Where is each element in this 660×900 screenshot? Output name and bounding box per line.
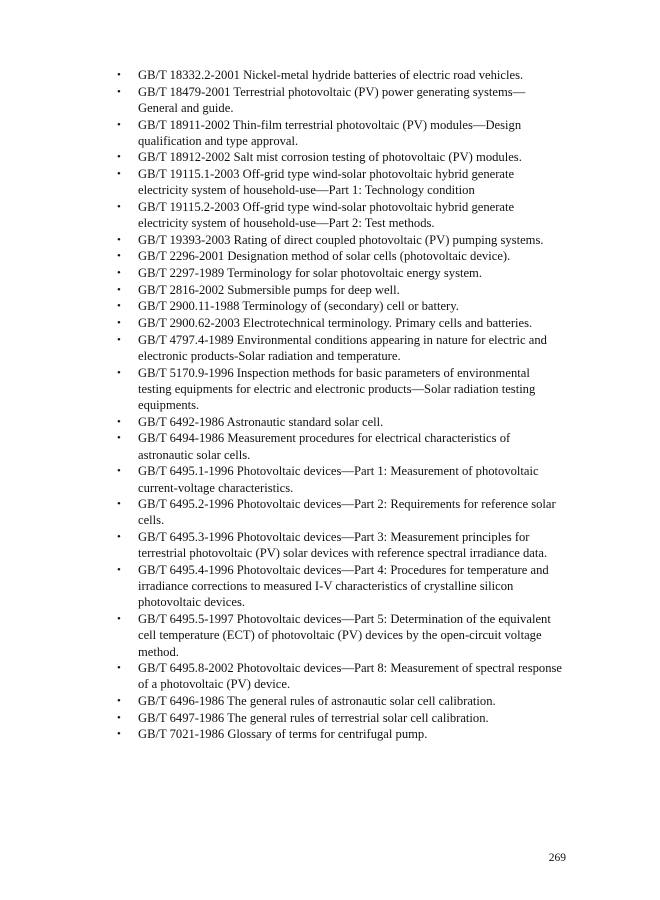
standard-entry-text: GB/T 19115.2-2003 Off-grid type wind-solar photovoltaic hybrid generate electricity system of household-use—Part 2: Test methods. <box>138 199 515 231</box>
bullet-icon: • <box>117 613 121 626</box>
list-item <box>117 149 565 165</box>
list-item <box>117 332 565 365</box>
list-item <box>117 365 565 414</box>
list-item <box>117 298 565 314</box>
bullet-icon: • <box>117 283 121 296</box>
standard-entry-text: GB/T 7021-1986 Glossary of terms for centrifugal pump. <box>138 727 428 742</box>
list-item <box>117 726 565 742</box>
standard-entry-text: GB/T 6495.5-1997 Photovoltaic devices—Part 5: Determination of the equivalent cell temperature (ECT) of photovoltaic (PV) devices by the open-circuit voltage method. <box>138 612 551 659</box>
standard-entry-text: GB/T 2900.62-2003 Electrotechnical terminology. Primary cells and batteries. <box>138 316 533 331</box>
bullet-icon: • <box>117 267 121 280</box>
standard-entry-text: GB/T 2816-2002 Submersible pumps for deep well. <box>138 282 400 297</box>
bullet-icon: • <box>117 168 121 181</box>
standard-entry-text: GB/T 2296-2001 Designation method of solar cells (photovoltaic device). <box>138 249 511 264</box>
standard-entry-text: GB/T 6495.4-1996 Photovoltaic devices—Part 4: Procedures for temperature and irradiance corrections to measured I-V characteristics of crystalline silicon photovoltaic devices. <box>138 562 549 610</box>
list-item <box>117 248 565 264</box>
bullet-icon: • <box>117 200 121 213</box>
standard-entry-text: GB/T 6495.2-1996 Photovoltaic devices—Part 2: Requirements for reference solar cells. <box>138 497 556 528</box>
list-item <box>117 414 565 430</box>
list-item <box>117 710 565 726</box>
standard-entry-text: GB/T 18911-2002 Thin-film terrestrial photovoltaic (PV) modules—Design qualification and type approval. <box>138 117 522 148</box>
list-item <box>117 496 565 529</box>
bullet-icon: • <box>117 85 121 98</box>
standards-list <box>117 67 565 743</box>
bullet-icon: • <box>117 662 121 675</box>
bullet-icon: • <box>117 432 121 445</box>
list-item <box>117 117 565 150</box>
list-item <box>117 315 565 331</box>
bullet-icon: • <box>117 151 121 164</box>
standard-entry-text: GB/T 18332.2-2001 Nickel-metal hydride batteries of electric road vehicles. <box>138 68 524 82</box>
list-item <box>117 265 565 281</box>
standard-entry-text: GB/T 6494-1986 Measurement procedures for electrical characteristics of astronautic solar cells. <box>138 431 511 462</box>
list-item <box>117 67 565 83</box>
list-item <box>117 562 565 611</box>
standard-entry-text: GB/T 6495.3-1996 Photovoltaic devices—Part 3: Measurement principles for terrestrial photovoltaic (PV) solar devices with reference spectral irradiance data. <box>138 530 548 561</box>
standard-entry-text: GB/T 18912-2002 Salt mist corrosion testing of photovoltaic (PV) modules. <box>138 150 522 165</box>
standard-entry-text: GB/T 2297-1989 Terminology for solar photovoltaic energy system. <box>138 266 483 281</box>
bullet-icon: • <box>117 250 121 263</box>
list-item <box>117 84 565 117</box>
bullet-icon: • <box>117 317 121 330</box>
standard-entry-text: GB/T 2900.11-1988 Terminology of (secondary) cell or battery. <box>138 299 459 314</box>
list-item <box>117 660 565 693</box>
bullet-icon: • <box>117 300 121 313</box>
standard-entry-text: GB/T 6496-1986 The general rules of astronautic solar cell calibration. <box>138 694 496 709</box>
standard-entry-text: GB/T 4797.4-1989 Environmental conditions appearing in nature for electric and electronic products-Solar radiation and temperature. <box>138 332 547 363</box>
bullet-icon: • <box>117 118 121 131</box>
list-item <box>117 693 565 709</box>
standard-entry-text: GB/T 6495.1-1996 Photovoltaic devices—Part 1: Measurement of photovoltaic current-voltage characteristics. <box>138 464 539 495</box>
bullet-icon: • <box>117 563 121 576</box>
standard-entry-text: GB/T 5170.9-1996 Inspection methods for basic parameters of environmental testing equipments for electric and electronic products—Solar radiation testing equipments. <box>138 365 536 413</box>
list-item <box>117 430 565 463</box>
standard-entry-text: GB/T 18479-2001 Terrestrial photovoltaic (PV) power generating systems—General and guide. <box>138 84 526 115</box>
list-item <box>117 232 565 248</box>
bullet-icon: • <box>117 69 121 81</box>
standard-entry-text: GB/T 6495.8-2002 Photovoltaic devices—Part 8: Measurement of spectral response of a photovoltaic (PV) device. <box>138 661 563 692</box>
standard-entry-text: GB/T 19115.1-2003 Off-grid type wind-solar photovoltaic hybrid generate electricity system of household-use—Part 1: Technology condition <box>138 167 515 198</box>
bullet-icon: • <box>117 233 121 246</box>
bullet-icon: • <box>117 695 121 708</box>
list-item <box>117 529 565 562</box>
list-item <box>117 282 565 298</box>
standard-entry-text: GB/T 19393-2003 Rating of direct coupled photovoltaic (PV) pumping systems. <box>138 232 544 247</box>
page-number: 269 <box>548 852 566 864</box>
bullet-icon: • <box>117 531 121 544</box>
bullet-icon: • <box>117 465 121 478</box>
bullet-icon: • <box>117 366 121 379</box>
bullet-icon: • <box>117 415 121 428</box>
bullet-icon: • <box>117 711 121 724</box>
list-item <box>117 611 565 660</box>
standard-entry-text: GB/T 6497-1986 The general rules of terrestrial solar cell calibration. <box>138 710 489 725</box>
list-item <box>117 166 565 199</box>
bullet-icon: • <box>117 498 121 511</box>
bullet-icon: • <box>117 333 121 346</box>
standard-entry-text: GB/T 6492-1986 Astronautic standard solar cell. <box>138 414 384 429</box>
list-item <box>117 199 565 232</box>
bullet-icon: • <box>117 728 121 741</box>
list-item <box>117 463 565 496</box>
